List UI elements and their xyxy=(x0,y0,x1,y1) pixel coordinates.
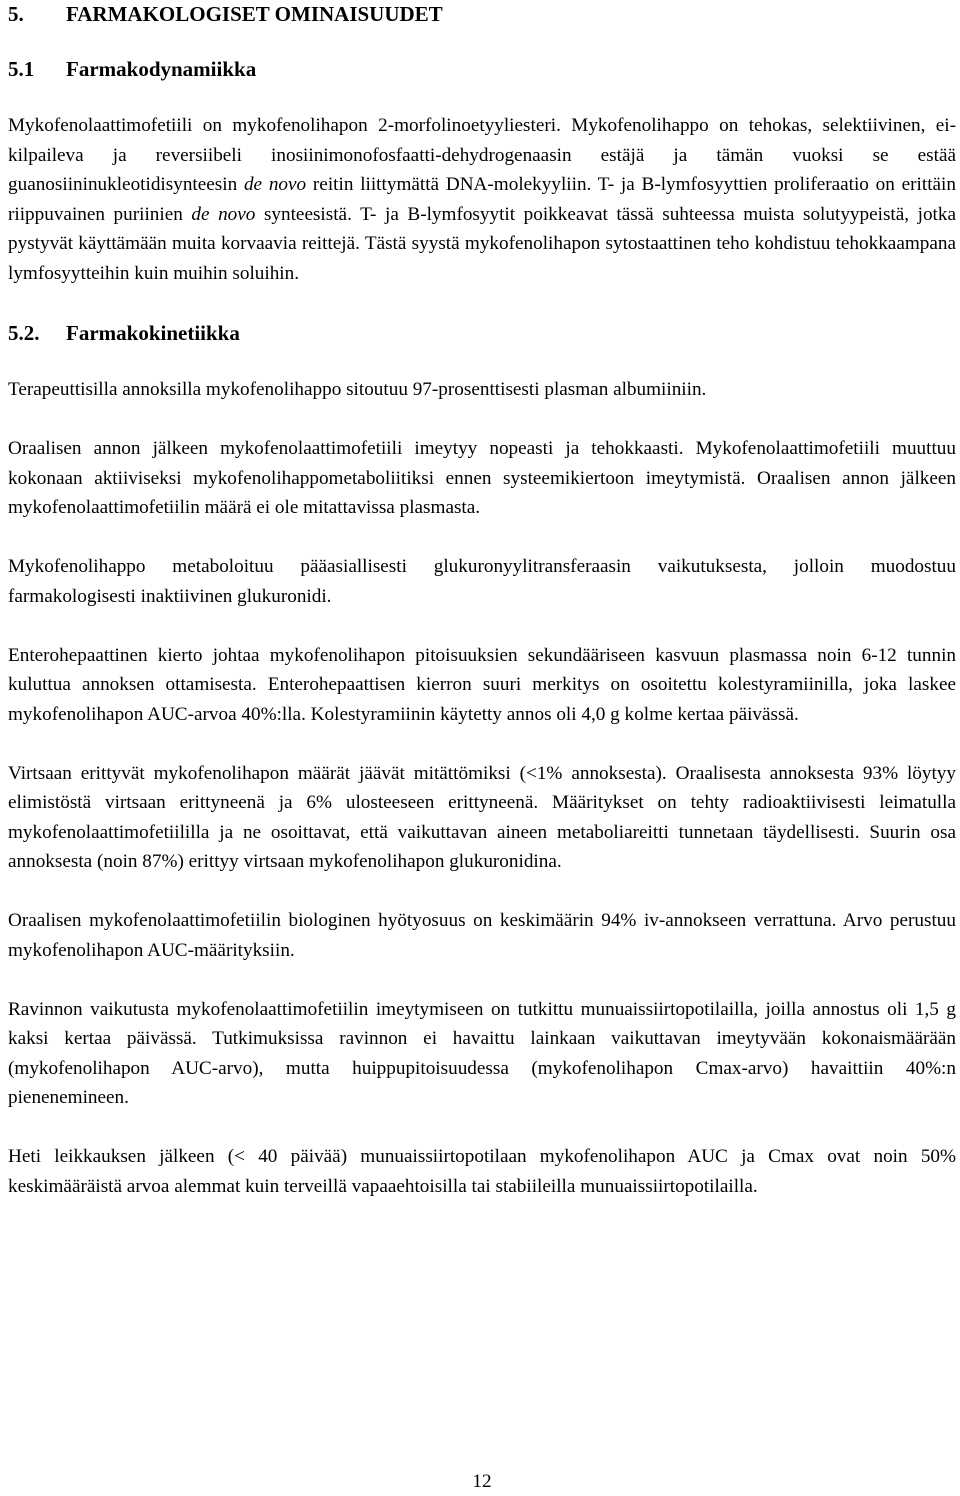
section-heading-5-1 xyxy=(8,55,956,83)
paragraph-absorption: Oraalisen annon jälkeen mykofenolaattimofetiili imeytyy nopeasti ja tehokkaasti. Mykofenolaattimofetiili muuttuu kokonaan aktiiviseksi mykofenolihappometaboliitiksi ennen systeemikiertoon imeytymistä. Oraalisen annon jälkeen mykofenolaattimofetiilin määrä ei ole mitattavissa plasmasta. xyxy=(8,438,956,518)
italic-term: de novo xyxy=(191,203,256,225)
italic-term: de novo xyxy=(243,174,307,195)
text-run: reitin liittymättä DNA-molekyyliin. T- ja B-lymfosyyttien proliferaatio on erittäin riippuvainen puriinien xyxy=(8,174,956,225)
section-title: Farmakokinetiikka xyxy=(66,321,240,345)
section-title: FARMAKOLOGISET OMINAISUUDET xyxy=(66,2,443,26)
section-number: 5.1 xyxy=(8,57,35,81)
paragraph-post-surgery: Heti leikkauksen jälkeen (< 40 päivää) munuaissiirtopotilaan mykofenolihapon AUC ja Cmax ovat noin 50% keskimääräistä arvoa alemmat kuin terveillä vapaaehtoisilla tai stabiileilla munuaissiirtopotilailla. xyxy=(8,1146,956,1197)
section-heading-5-2 xyxy=(8,319,956,347)
paragraph-metabolism: Mykofenolihappo metaboloituu pääasiallisesti glukuronyylitransferaasin vaikutuksesta, jolloin muodostuu farmakologisesti inaktiivinen glukuronidi. xyxy=(8,556,956,607)
paragraph-excretion: Virtsaan erittyvät mykofenolihapon määrät jäävät mitättömiksi (<1% annoksesta). Oraalisesta annoksesta 93% löytyy elimistöstä virtsaan erittyneenä ja 6% ulosteeseen erittyneenä. Määritykset on tehty radioaktiivisesti leimatulla mykofenolaattimofetiililla ja ne osoittavat, että vaikuttavan aineen metaboliareitti tunnetaan täydellisesti. Suurin osa annoksesta (noin 87%) erittyy virtsaan mykofenolihapon glukuronidina. xyxy=(8,762,956,872)
text-run: Mykofenolaattimofetiili on mykofenolihapon 2-morfolinoetyyliesteri. Mykofenolihappo on tehokas, selektiivinen, ei-kilpaileva ja reversiibeli inosiinimonofosfaatti-dehydrogenaasin estäjä ja tämän vuoksi se estää guanosiininukleotidisynteesin xyxy=(8,115,956,195)
section-title: Farmakodynamiikka xyxy=(66,57,257,81)
text-run: synteesistä. T- ja B-lymfosyytit poikkeavat tässä suhteessa muista solutyypeistä, jotka pystyvät käyttämään muita korvaavia reittejä. Tästä syystä mykofenolihapon sytostaattinen teho kohdistuu tehokkaampana lymfosyytteihin kuin muihin soluihin. xyxy=(8,203,956,284)
section-number: 5. xyxy=(8,2,24,26)
paragraph-protein-binding: Terapeuttisilla annoksilla mykofenolihappo sitoutuu 97-prosenttisesti plasman albumiiniin. xyxy=(8,379,707,400)
section-heading-5 xyxy=(8,0,956,28)
paragraph-pharmacodynamics xyxy=(8,111,956,288)
document-page xyxy=(8,0,956,1492)
paragraph-food-effect: Ravinnon vaikutusta mykofenolaattimofetiilin imeytymiseen on tutkittu munuaissiirtopotilailla, joilla annostus oli 1,5 g kaksi kertaa päivässä. Tutkimuksissa ravinnon ei havaittu lainkaan vaikuttavan imeytyvään kokonaismäärään (mykofenolihapon AUC-arvo), mutta huippupitoisuudessa (mykofenolihapon Cmax-arvo) havaittiin 40%:n pienenemineen. xyxy=(8,998,956,1108)
section-number: 5.2. xyxy=(8,321,40,345)
page-number: 12 xyxy=(472,1471,492,1492)
paragraph-bioavailability: Oraalisen mykofenolaattimofetiilin biologinen hyötyosuus on keskimäärin 94% iv-annokseen verrattuna. Arvo perustuu mykofenolihapon AUC-määrityksiin. xyxy=(8,910,956,961)
paragraph-enterohepatic: Enterohepaattinen kierto johtaa mykofenolihapon pitoisuuksien sekundääriseen kasvuun plasmassa noin 6-12 tunnin kuluttua annoksen ottamisesta. Enterohepaattisen kierron suuri merkitys on osoitettu kolestyramiinilla, joka laskee mykofenolihapon AUC-arvoa 40%:lla. Kolestyramiinin käytetty annos oli 4,0 g kolme kertaa päivässä. xyxy=(8,644,956,725)
